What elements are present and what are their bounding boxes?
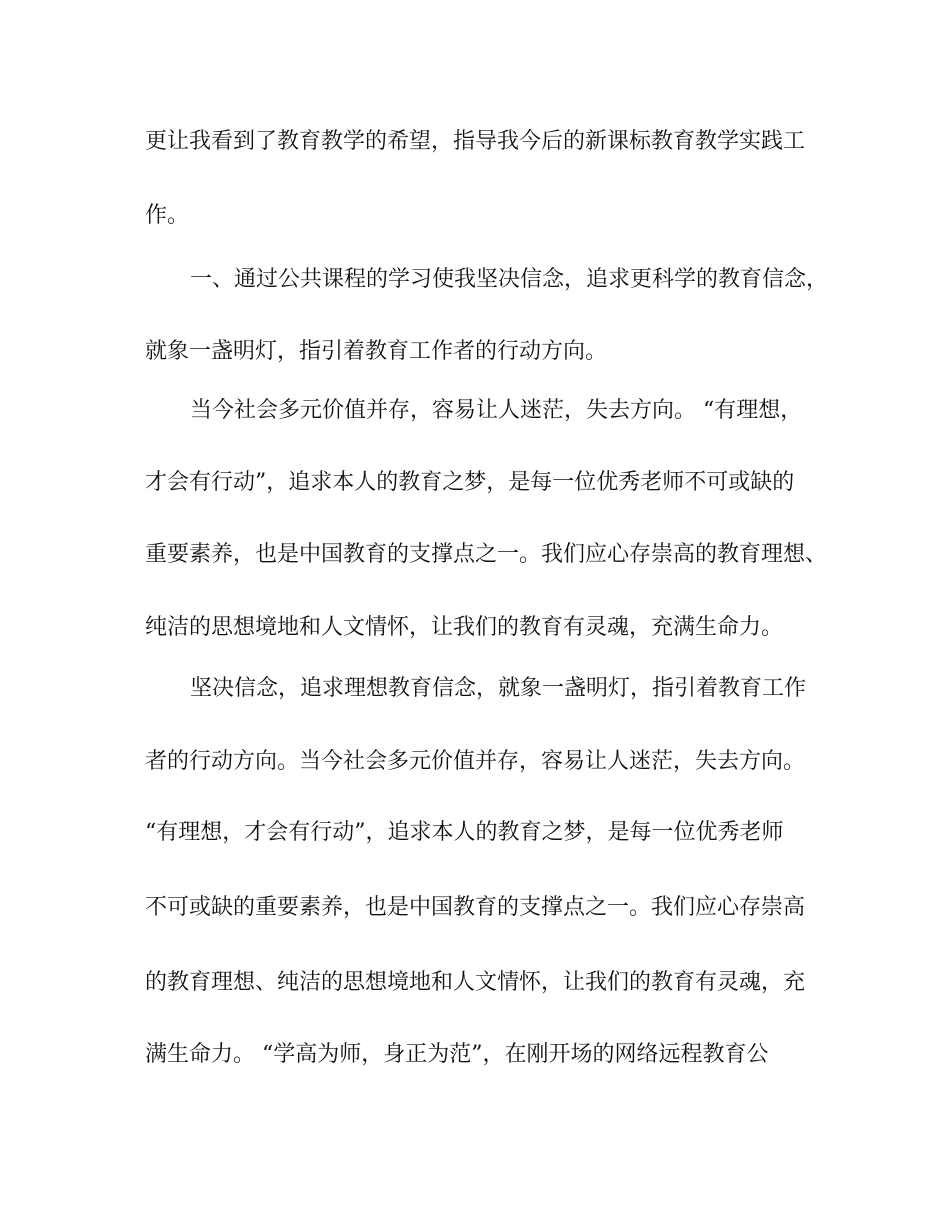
text-line: 就象一盏明灯，指引着教育工作者的行动方向。 [145,339,608,364]
paragraph-first-line: 坚决信念，追求理想教育信念，就象一盏明灯，指引着教育工作 [190,676,807,701]
text-line: 不可或缺的重要素养，也是中国教育的支撑点之一。我们应心存崇高 [145,895,806,920]
text-line: 满生命力。 “学高为师，身正为范”，在刚开场的网络远程教育公 [145,1042,769,1067]
text-line: 作。 [145,203,190,228]
text-line: 更让我看到了教育教学的希望，指导我今后的新课标教育教学实践工 [145,129,806,154]
text-line: 者的行动方向。当今社会多元价值并存，容易让人迷茫，失去方向。 [145,749,806,774]
text-line: “有理想，才会有行动”，追求本人的教育之梦，是每一位优秀老师 [145,820,784,845]
text-line: 纯洁的思想境地和人文情怀，让我们的教育有灵魂，充满生命力。 [145,615,784,640]
paragraph-first-line: 当今社会多元价值并存，容易让人迷茫，失去方向。 “有理想， [190,398,803,423]
text-line: 才会有行动”，追求本人的教育之梦，是每一位优秀老师不可或缺的 [145,470,795,495]
paragraph-first-line: 一、通过公共课程的学习使我坚决信念，追求更科学的教育信念， [190,267,829,292]
text-line: 的教育理想、纯洁的思想境地和人文情怀，让我们的教育有灵魂，充 [145,970,806,995]
text-line: 重要素养，也是中国教育的支撑点之一。我们应心存崇高的教育理想、 [145,542,828,567]
